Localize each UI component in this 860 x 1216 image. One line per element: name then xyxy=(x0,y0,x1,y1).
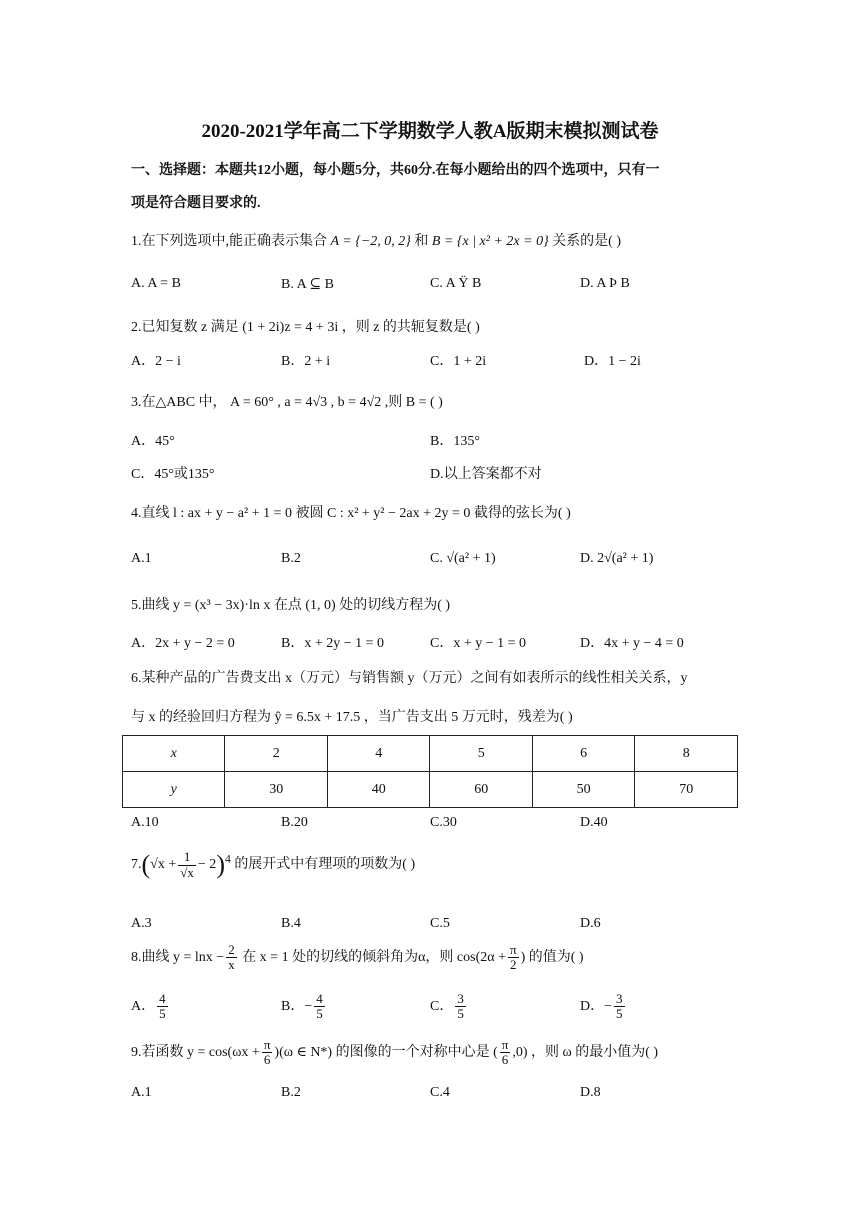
q2-option-a: A．2 − i xyxy=(131,354,181,369)
q8-option-b-fraction xyxy=(314,992,325,1022)
q8-option-a xyxy=(131,992,170,1022)
q8-option-d-sign: − xyxy=(604,999,613,1015)
q6-option-b: B.20 xyxy=(281,815,308,830)
q9-frac2-numerator: π xyxy=(501,1037,509,1052)
table-cell: 60 xyxy=(430,772,532,808)
q2-option-d: D．1 − 2i xyxy=(584,354,641,369)
q7-option-b: B.4 xyxy=(281,916,301,931)
q1-option-b: B. A ⊆ B xyxy=(281,277,334,292)
q8-option-d-numerator: 3 xyxy=(616,991,623,1006)
table-cell: 50 xyxy=(532,772,634,808)
q8-curve-numerator: 2 xyxy=(228,942,235,957)
q7-option-c: C.5 xyxy=(430,916,450,931)
q6-data-table xyxy=(122,735,738,808)
q9-option-b: B.2 xyxy=(281,1085,301,1100)
q9-stem-b: )(ω ∈ N*) 的图像的一个对称中心是 ( xyxy=(274,1045,498,1061)
q8-option-a-numerator: 4 xyxy=(159,991,166,1006)
table-cell: 5 xyxy=(430,736,532,772)
q1-stem-b: 和 xyxy=(414,234,429,249)
q8-cos-a: cos(2α + xyxy=(456,950,506,966)
q7-frac-numerator: 1 xyxy=(178,850,196,865)
q8-option-b-sign: − xyxy=(304,999,313,1015)
q7-expr-b: − 2 xyxy=(197,857,217,873)
q8-option-b-denominator: 5 xyxy=(316,1006,323,1022)
q9-option-c: C.4 xyxy=(430,1085,450,1100)
question-4: 4.直线 l : ax + y − a² + 1 = 0 被圆 C : x² + y² − 2ax + 2y = 0 截得的弦长为( ) xyxy=(131,506,571,521)
q2-option-c: C．1 + 2i xyxy=(430,354,487,369)
q8-option-b-numerator: 4 xyxy=(316,991,323,1006)
table-cell: 4 xyxy=(327,736,429,772)
q6-option-a: A.10 xyxy=(131,815,159,830)
q3-option-d: D.以上答案都不对 xyxy=(430,467,542,482)
q5-option-d: D．4x + y − 4 = 0 xyxy=(580,636,684,651)
q8-stem-a: 8.曲线 xyxy=(131,950,170,966)
q8-option-d-fraction xyxy=(614,992,625,1022)
table-cell: 2 xyxy=(225,736,327,772)
question-1 xyxy=(131,230,621,250)
question-6-line1: 6.某种产品的广告费支出 x（万元）与销售额 y（万元）之间有如表所示的线性相关关系，y xyxy=(131,671,688,686)
q7-expr-a: √x + xyxy=(150,857,177,873)
q7-exponent: 4 xyxy=(224,852,231,866)
q8-cos-numerator: π xyxy=(509,942,517,957)
q8-cos-b: ) xyxy=(520,950,526,966)
q8-option-c-numerator: 3 xyxy=(457,991,464,1006)
q8-option-d-label: D． xyxy=(580,999,605,1015)
q1-set-a: A = {−2, 0, 2} xyxy=(330,234,411,249)
q9-stem-a: 9.若函数 y = cos(ωx + xyxy=(131,1045,260,1061)
q3-option-a: A．45° xyxy=(131,434,175,449)
q8-option-b xyxy=(281,992,327,1022)
q6-option-d: D.40 xyxy=(580,815,608,830)
table-row-x xyxy=(123,736,738,772)
page-title: 2020-2021学年高二下学期数学人教A版期末模拟测试卷 xyxy=(201,121,659,142)
q9-frac1-denominator: 6 xyxy=(263,1052,271,1068)
q1-stem-a: 1.在下列选项中,能正确表示集合 xyxy=(131,234,327,249)
section-heading-line1: 一、选择题：本题共12小题，每小题5分，共60分.在每小题给出的四个选项中，只有一 xyxy=(131,163,660,178)
table-cell: x xyxy=(123,736,225,772)
q7-frac-denominator: √x xyxy=(180,864,194,880)
q8-cos-denominator: 2 xyxy=(510,957,517,973)
q9-option-d: D.8 xyxy=(580,1085,601,1100)
q5-option-b: B．x + 2y − 1 = 0 xyxy=(281,636,385,651)
q8-option-c-fraction xyxy=(455,992,466,1022)
q8-option-c xyxy=(430,992,468,1022)
q4-option-a: A.1 xyxy=(131,551,152,566)
q1-option-d: D. A Þ B xyxy=(580,276,630,291)
q8-curve-a: y = lnx − xyxy=(173,950,225,966)
q9-fraction-2 xyxy=(500,1038,511,1068)
q7-prefix: 7. xyxy=(131,857,142,873)
q8-option-d xyxy=(580,992,627,1022)
q8-option-a-denominator: 5 xyxy=(159,1006,166,1022)
question-9 xyxy=(131,1038,658,1068)
section-heading-line2: 项是符合题目要求的. xyxy=(131,196,261,211)
question-2: 2.已知复数 z 满足 (1 + 2i)z = 4 + 3i ，则 z 的共轭复数是( ) xyxy=(131,320,480,335)
q7-option-a: A.3 xyxy=(131,916,152,931)
q8-curve-fraction xyxy=(226,943,237,973)
q8-stem-c: 的值为( ) xyxy=(528,950,584,966)
q6-option-c: C.30 xyxy=(430,815,457,830)
q7-fraction xyxy=(178,850,196,880)
q2-option-b: B．2 + i xyxy=(281,354,331,369)
question-5: 5.曲线 y = (x³ − 3x)·ln x 在点 (1, 0) 处的切线方程为( ) xyxy=(131,598,451,613)
q1-option-c: C. A Ÿ B xyxy=(430,276,482,291)
q3-option-c: C．45°或135° xyxy=(131,467,215,482)
q8-option-b-label: B． xyxy=(281,999,305,1015)
table-cell: 30 xyxy=(225,772,327,808)
table-cell: 8 xyxy=(635,736,738,772)
question-7 xyxy=(131,850,415,880)
q3-option-b: B．135° xyxy=(430,434,480,449)
table-cell: 6 xyxy=(532,736,634,772)
q9-stem-c: ,0) ，则 ω 的最小值为( ) xyxy=(512,1045,659,1061)
q7-option-d: D.6 xyxy=(580,916,601,931)
table-cell: 70 xyxy=(635,772,738,808)
q8-option-a-fraction xyxy=(157,992,168,1022)
q8-curve-denominator: x xyxy=(228,957,235,973)
q4-option-d: D. 2√(a² + 1) xyxy=(580,551,654,566)
table-cell: 40 xyxy=(327,772,429,808)
table-row-y xyxy=(123,772,738,808)
q9-option-a: A.1 xyxy=(131,1085,152,1100)
question-6-line2: 与 x 的经验回归方程为 ŷ = 6.5x + 17.5 ，当广告支出 5 万元时，残差为( ) xyxy=(131,710,573,725)
q5-option-c: C．x + y − 1 = 0 xyxy=(430,636,527,651)
q4-option-c: C. √(a² + 1) xyxy=(430,551,496,566)
q9-frac2-denominator: 6 xyxy=(501,1052,509,1068)
q4-option-b: B.2 xyxy=(281,551,301,566)
q8-option-c-label: C． xyxy=(430,999,454,1015)
question-3: 3.在△ABC 中， A = 60° , a = 4√3 , b = 4√2 ,则 B = ( ) xyxy=(131,395,443,410)
right-paren-icon: ) xyxy=(216,850,225,879)
q8-option-c-denominator: 5 xyxy=(457,1006,464,1022)
q8-option-d-denominator: 5 xyxy=(616,1006,623,1022)
q9-fraction-1 xyxy=(262,1038,273,1068)
question-8 xyxy=(131,943,584,973)
q8-cos-fraction xyxy=(508,943,519,973)
left-paren-icon: ( xyxy=(141,850,151,879)
q1-stem-c: 关系的是( ) xyxy=(552,234,621,249)
q8-stem-b: 在 x = 1 处的切线的倾斜角为α，则 xyxy=(242,950,454,966)
q1-option-a: A. A = B xyxy=(131,276,181,291)
q9-frac1-numerator: π xyxy=(263,1037,271,1052)
table-cell: y xyxy=(123,772,225,808)
q7-stem: 的展开式中有理项的项数为( ) xyxy=(234,857,416,873)
q5-option-a: A．2x + y − 2 = 0 xyxy=(131,636,235,651)
q1-set-b: B = {x | x² + 2x = 0} xyxy=(431,234,549,249)
q8-option-a-label: A． xyxy=(131,999,156,1015)
